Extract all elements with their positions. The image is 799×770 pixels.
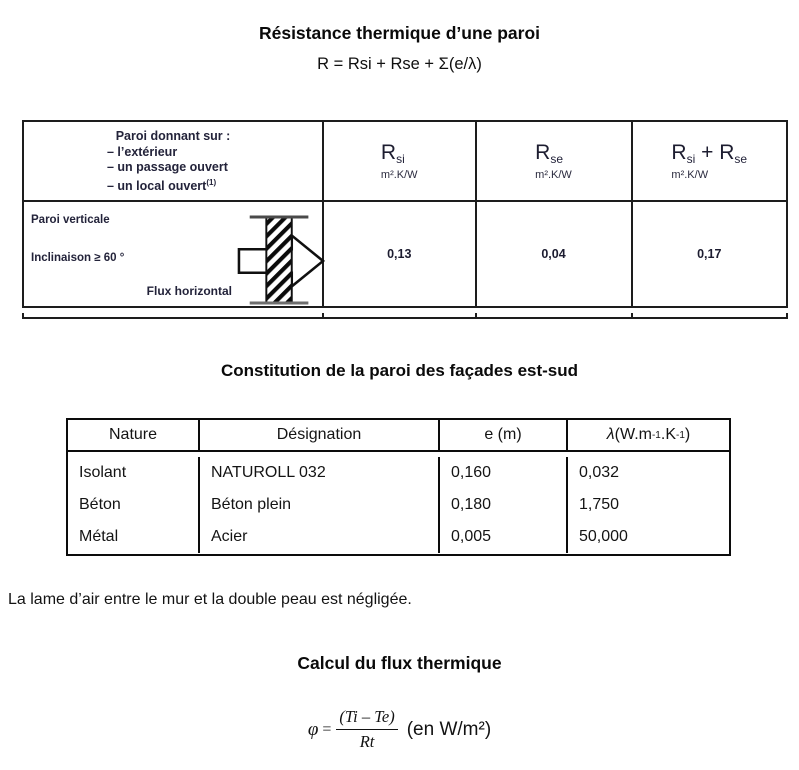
flux-unit-label: (en W/m²): [406, 718, 492, 740]
fraction: [336, 707, 397, 752]
cell-designation: Béton plein: [200, 489, 440, 521]
column-header-lambda: λ (W.m -1 .K -1 ): [606, 426, 691, 443]
air-gap-note: La lame d’air entre le mur et la double peau est négligée.: [8, 591, 412, 608]
table-row: [68, 457, 729, 489]
inclinaison-label: Inclinaison ≥ 60 °: [31, 252, 125, 264]
constitution-table: [66, 418, 731, 556]
rsi-rse-unit: m².K/W: [671, 169, 709, 182]
paroi-header-title: Paroi donnant sur :: [115, 129, 231, 143]
rsi-header-cell: $R_{si}$ m².K/W: [324, 122, 477, 200]
rse-unit: m².K/W: [535, 169, 572, 182]
table-header-row: [24, 122, 786, 202]
cell-lambda: 50,000: [579, 528, 628, 545]
paroi-list-item-exterieur: – l’extérieur: [107, 145, 178, 159]
section-title-flux: Calcul du flux thermique: [297, 653, 502, 673]
footnote-marker: (1): [206, 178, 217, 187]
cell-nature: Métal: [68, 521, 200, 553]
wall-horizontal-flux-icon: [237, 213, 325, 307]
rsi-plus-rse-header-cell: $R_{si} + R_{se}$ m².K/W: [671, 140, 748, 182]
cell-designation: Acier: [200, 521, 440, 553]
rse-value-cell: 0,04: [477, 202, 633, 306]
cell-nature: Béton: [68, 489, 200, 521]
section-title-constitution: Constitution de la paroi des façades est-sud: [220, 361, 579, 380]
table-row: [68, 489, 729, 521]
rsi-value-cell: 0,13: [324, 202, 477, 306]
paroi-verticale-label: Paroi verticale: [31, 214, 110, 226]
rse-header-cell: $R_{se}$ m².K/W: [477, 122, 633, 200]
section-title-resistance: Résistance thermique d’une paroi: [258, 23, 541, 43]
cell-thickness: 0,160: [440, 457, 568, 489]
cell-lambda: 0,032: [579, 464, 620, 481]
paroi-donnant-sur-header-cell: [24, 122, 324, 200]
paroi-list-item-local: – un local ouvert$^{(1)}$: [107, 178, 217, 194]
fraction-denominator: Rt: [359, 732, 375, 751]
paroi-list-item-passage: – un passage ouvert: [107, 160, 228, 174]
cropped-table-row-sliver: [22, 313, 788, 319]
cell-thickness: 0,180: [440, 489, 568, 521]
cell-nature: Isolant: [68, 457, 200, 489]
rsi-unit: m².K/W: [380, 169, 418, 182]
fraction-numerator: (Ti – Te): [336, 707, 397, 730]
constitution-table-body: [68, 452, 729, 553]
column-header-nature: Nature: [68, 420, 200, 450]
constitution-header-row: [68, 420, 729, 452]
table-data-row: [24, 202, 786, 306]
flux-horizontal-label: Flux horizontal: [146, 284, 232, 298]
cell-thickness: 0,005: [440, 521, 568, 553]
flux-formula: [0, 707, 799, 752]
cell-lambda: 1,750: [579, 496, 620, 513]
resistance-formula: R = Rsi + Rse + Σ(e/λ): [317, 55, 482, 73]
phi-symbol: φ: [307, 718, 319, 740]
paroi-verticale-cell: [24, 202, 324, 306]
equals-sign: =: [322, 720, 332, 738]
column-header-designation: Désignation: [200, 420, 440, 450]
paroi-header-list: [107, 145, 322, 194]
rsi-rse-total-cell: 0,17: [697, 247, 722, 261]
column-header-thickness: e (m): [440, 420, 568, 450]
surface-resistance-table: [22, 120, 788, 308]
table-row: [68, 521, 729, 553]
cell-designation: NATUROLL 032: [200, 457, 440, 489]
